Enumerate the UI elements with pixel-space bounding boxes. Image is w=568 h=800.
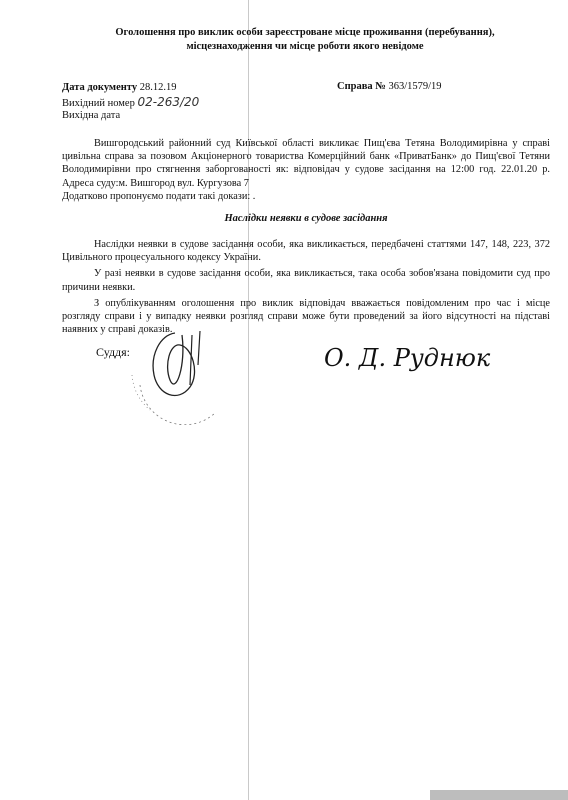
- consequences-paragraph-1: Наслідки неявки в судове засідання особи, яка викликається, передбачені статтями 147, 148, 223, 372 Цивільного процесуального кодексу України.: [62, 239, 550, 264]
- outgoing-date: [62, 109, 120, 123]
- consequences-paragraph-2: У разі неявки в судове засідання особи, яка викликається, така особа зобов'язана повідомити суд про причини неявки.: [62, 268, 550, 293]
- doc-date: [62, 81, 176, 95]
- signature-text: О. Д. Руднюк: [324, 344, 491, 372]
- scan-fold-line: [248, 0, 249, 800]
- case-number: [337, 81, 442, 92]
- scan-corner-mark: [430, 790, 568, 800]
- outgoing-number-handwritten: 02-263/20: [137, 95, 200, 109]
- title-line-2: місцезнаходження чи місце роботи якого невідоме: [186, 41, 424, 52]
- consequences-paragraph-3: З опублікуванням оголошення про виклик відповідач вважається повідомленим про час і місце розгляду справи і у випадку неявки розгляд справи може бути проведений за його відсутності на підставі наявних у справі доказів.: [62, 297, 550, 336]
- outgoing-date-label: Вихідна дата: [62, 110, 121, 121]
- intro-paragraph: Вишгородський районний суд Київської області викликає Пищ'єва Тетяна Володимирівна у справі цивільна справа за позовом Акціонерного товариства Комерційний банк «ПриватБанк» до Пищ'євої Тетяни Володимирівни про стягнення заборгованості як: відповідач у судове засідання на 12:00 год. 22.01.20 р. Адреса суду:м. Вишгород вул. Кургузова 7: [62, 138, 550, 189]
- outgoing-label: Вихідний номер: [62, 98, 135, 109]
- court-stamp-signature-icon: [120, 325, 230, 425]
- consequences-heading: Наслідки неявки в судове засідання: [224, 213, 388, 224]
- doc-date-label: Дата документу: [62, 82, 138, 93]
- evidence-line: Додатково пропонуємо подати такі докази: .: [62, 190, 256, 202]
- case-label: Справа №: [337, 81, 386, 92]
- judge-label: Суддя:: [96, 345, 131, 359]
- consequences-block: [62, 238, 550, 336]
- intro-block: [62, 137, 550, 203]
- case-value: 363/1579/19: [388, 81, 442, 92]
- judge-handwritten-signature: [320, 338, 520, 378]
- title-line-1: Оголошення про виклик особи зареєстроване місце проживання (перебування),: [115, 27, 495, 38]
- doc-date-value: 28.12.19: [139, 82, 177, 93]
- document-title: [70, 26, 540, 54]
